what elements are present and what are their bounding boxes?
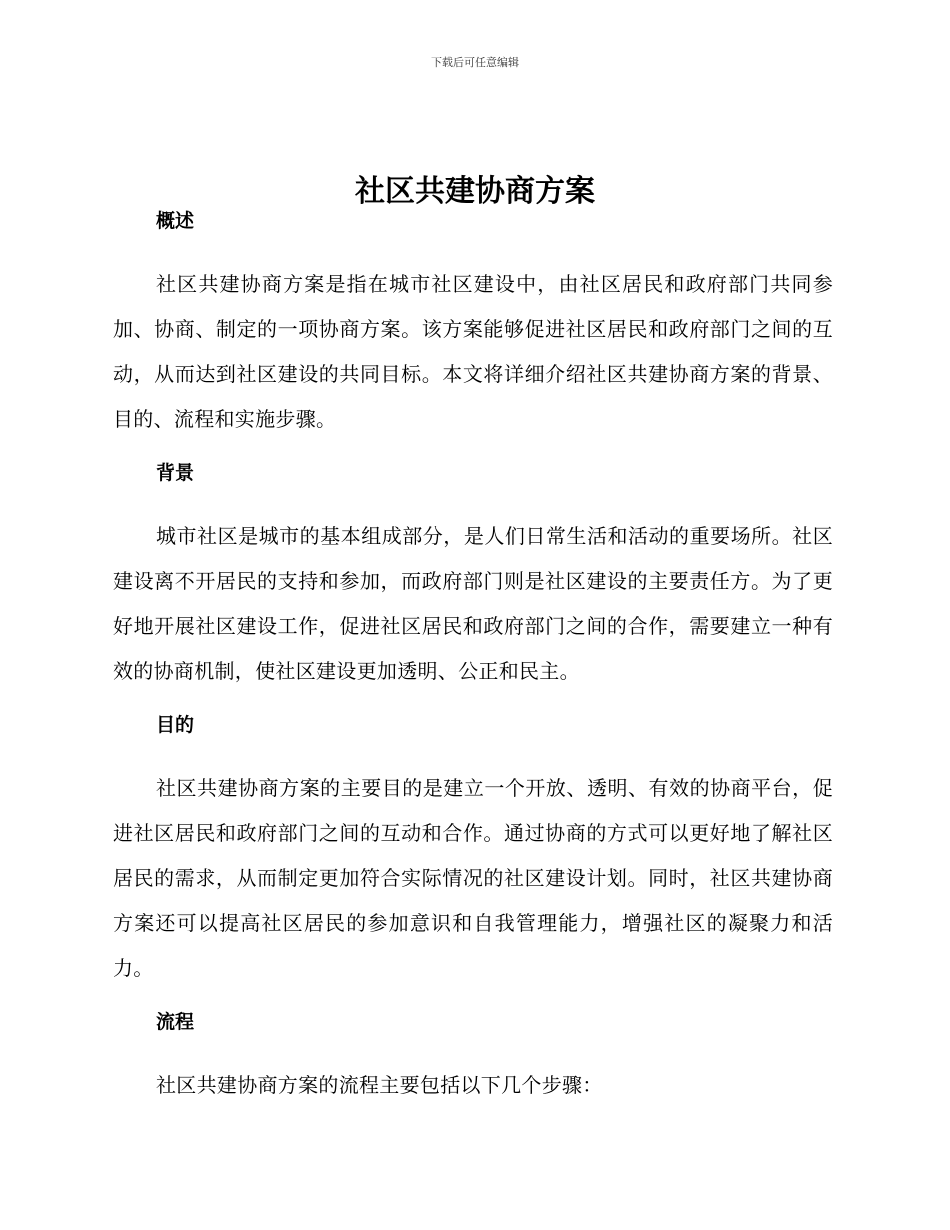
page-header-note: 下载后可任意编辑 <box>431 56 519 69</box>
section-paragraph: 社区共建协商方案的流程主要包括以下几个步骤： <box>156 1073 603 1097</box>
section-heading: 目的 <box>156 714 195 736</box>
section-overview <box>113 206 833 458</box>
section-purpose <box>113 710 833 1007</box>
section-paragraph: 社区共建协商方案的主要目的是建立一个开放、透明、有效的协商平台，促进社区居民和政府部门之间的互动和合作。通过协商的方式可以更好地了解社区居民的需求，从而制定更加符合实际情况的社区建设计划。同时，社区共建协商方案还可以提高社区居民的参加意识和自我管理能力，增强社区的凝聚力和活力。 <box>113 776 833 980</box>
document-title: 社区共建协商方案 <box>355 174 595 210</box>
section-heading: 背景 <box>156 462 195 484</box>
section-paragraph: 社区共建协商方案是指在城市社区建设中，由社区居民和政府部门共同参加、协商、制定的一项协商方案。该方案能够促进社区居民和政府部门之间的互动，从而达到社区建设的共同目标。本文将详细介绍社区共建协商方案的背景、目的、流程和实施步骤。 <box>113 272 833 431</box>
document-body <box>113 206 833 1108</box>
section-paragraph: 城市社区是城市的基本组成部分，是人们日常生活和活动的重要场所。社区建设离不开居民的支持和参加，而政府部门则是社区建设的主要责任方。为了更好地开展社区建设工作，促进社区居民和政府部门之间的合作，需要建立一种有效的协商机制，使社区建设更加透明、公正和民主。 <box>113 524 833 683</box>
section-heading: 流程 <box>156 1011 195 1033</box>
section-process <box>113 1007 833 1108</box>
section-background <box>113 458 833 710</box>
section-heading: 概述 <box>156 210 195 232</box>
